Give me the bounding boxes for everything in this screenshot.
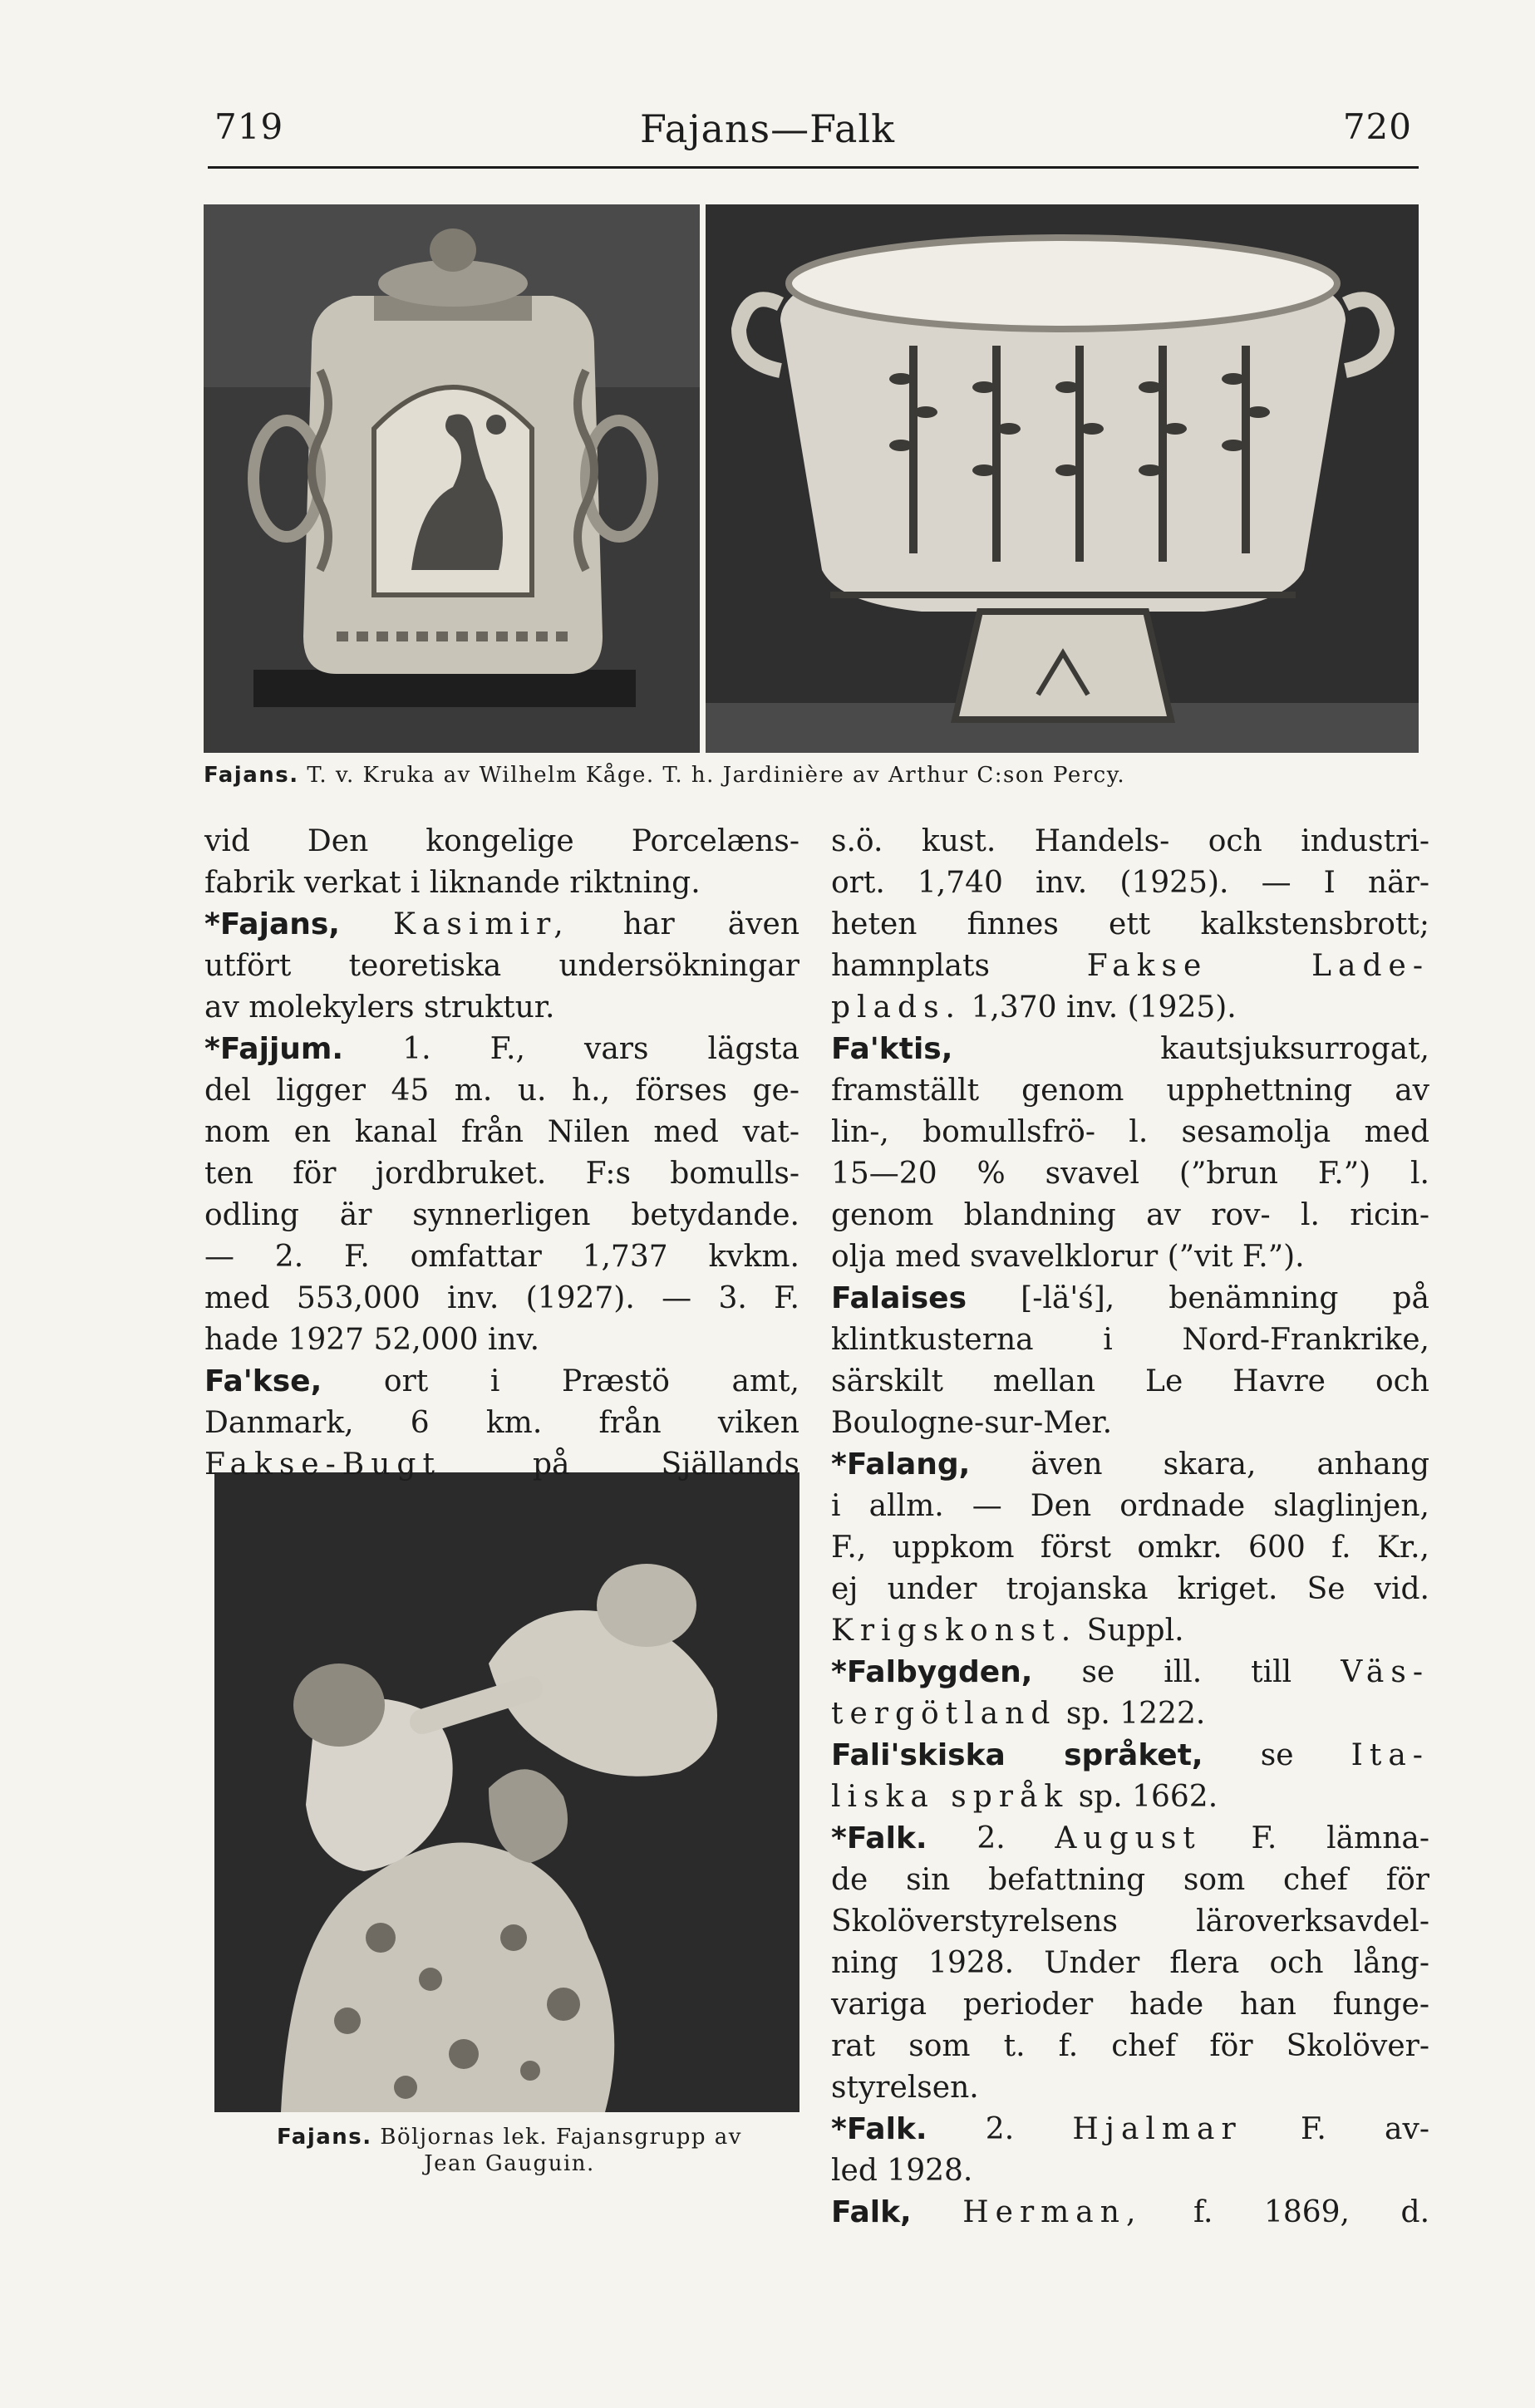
text-line: [831, 1319, 1429, 1361]
spaced-name: tergötland: [831, 1697, 1057, 1731]
text-line: [831, 1984, 1429, 2026]
text-line: [204, 1444, 799, 1486]
line-text: sp. 1222.: [1065, 1697, 1206, 1731]
line-text: ort. 1,740 inv. (1925). — I när-: [831, 866, 1429, 900]
line-text: de sin befattning som chef för: [831, 1863, 1429, 1897]
line-text: ning 1928. Under flera och lång-: [831, 1946, 1429, 1980]
text-line: [204, 904, 799, 946]
line-text: olja med svavelklorur (”vit F.”).: [831, 1240, 1305, 1274]
text-line: [831, 2150, 1429, 2192]
line-text: 2.: [977, 1821, 1006, 1855]
line-text: f. 1869, d.: [1193, 2195, 1430, 2229]
text-line: [831, 1403, 1429, 1444]
text-line: [831, 1444, 1429, 1486]
text-line: [204, 1236, 799, 1278]
line-text: F. av-: [1300, 2112, 1429, 2146]
line-text: på Själlands: [532, 1447, 799, 1482]
header-rule: [208, 166, 1419, 169]
caption-label: Fajans.: [277, 2125, 372, 2150]
jar-illustration: [204, 204, 700, 753]
spaced-name: Krigskonst.: [831, 1614, 1078, 1648]
text-line: [204, 821, 799, 862]
text-line: [831, 2192, 1429, 2234]
line-text: lin-, bomullsfrö- l. sesamolja med: [831, 1115, 1429, 1149]
text-line: [831, 862, 1429, 904]
line-text: led 1928.: [831, 2154, 973, 2188]
text-line: [204, 1029, 799, 1070]
text-line: [831, 946, 1429, 987]
text-line: [831, 987, 1429, 1029]
line-text: sp. 1662.: [1078, 1780, 1218, 1814]
caption-line-2: Jean Gauguin.: [424, 2151, 595, 2176]
jardiniere-photo: [706, 204, 1419, 753]
text-line: [831, 1610, 1429, 1652]
line-text: se: [1260, 1738, 1294, 1772]
text-line: [204, 1112, 799, 1153]
page-number-right: 720: [1342, 106, 1412, 147]
line-text: hade 1927 52,000 inv.: [204, 1323, 540, 1357]
line-text: hamnplats: [831, 949, 990, 983]
line-text: vid Den kongelige Porcelæns-: [204, 824, 799, 858]
text-line: [831, 1486, 1429, 1527]
page-number-left: 719: [214, 106, 284, 147]
line-text: [-lä'ś], benämning på: [1021, 1281, 1429, 1315]
line-text: ort i Præstö amt,: [383, 1364, 799, 1398]
line-text: ten för jordbruket. F:s bomulls-: [204, 1157, 799, 1191]
spaced-name: Ita-: [1351, 1738, 1429, 1772]
text-line: [831, 1029, 1429, 1070]
line-text: kautsjuksurrogat,: [1160, 1032, 1429, 1066]
line-text: genom blandning av rov- l. ricin-: [831, 1198, 1429, 1232]
line-text: även skara, anhang: [1031, 1447, 1429, 1482]
text-line: [204, 1361, 799, 1403]
text-line: [831, 2109, 1429, 2150]
headword: *Falbygden,: [831, 1655, 1033, 1689]
text-line: [831, 1693, 1429, 1735]
spaced-name: Fakse-Bugt: [204, 1447, 441, 1482]
line-text: se ill. till: [1081, 1655, 1292, 1689]
headword: Fali'skiska språket,: [831, 1738, 1203, 1772]
text-line: [204, 1278, 799, 1319]
left-text-column: [204, 821, 799, 1486]
line-text: ej under trojanska kriget. Se vid.: [831, 1572, 1429, 1606]
spaced-name: liska språk: [831, 1780, 1070, 1814]
text-line: [831, 1195, 1429, 1236]
line-text: odling är synnerligen betydande.: [204, 1198, 799, 1232]
text-line: [831, 1860, 1429, 1901]
text-line: [831, 1361, 1429, 1403]
headword: *Falang,: [831, 1447, 971, 1482]
line-text: i allm. — Den ordnade slaglinjen,: [831, 1489, 1429, 1523]
line-text: klintkusterna i Nord-Frankrike,: [831, 1323, 1429, 1357]
headword: *Falk.: [831, 2112, 927, 2146]
spaced-name: Hjalmar: [1072, 2112, 1242, 2146]
headword: Fa'ktis,: [831, 1032, 953, 1066]
text-line: [831, 1278, 1429, 1319]
spaced-name: Herman,: [962, 2195, 1143, 2229]
text-line: [831, 1236, 1429, 1278]
line-text: heten finnes ett kalkstensbrott;: [831, 907, 1429, 941]
top-figure-caption: [204, 763, 1125, 788]
caption-line-1: Böljornas lek. Fajansgrupp av: [380, 2125, 742, 2150]
line-text: Suppl.: [1086, 1614, 1184, 1648]
line-text: del ligger 45 m. u. h., förses ge-: [204, 1074, 799, 1108]
line-text: styrelsen.: [831, 2071, 979, 2105]
text-line: [831, 1153, 1429, 1195]
line-text: Boulogne-sur-Mer.: [831, 1406, 1113, 1440]
text-line: [831, 1735, 1429, 1777]
text-line: [204, 946, 799, 987]
spaced-name: Väs-: [1341, 1655, 1429, 1689]
line-text: — 2. F. omfattar 1,737 kvkm.: [204, 1240, 799, 1274]
headword: *Falk.: [831, 1821, 927, 1855]
line-text: 15—20 % svavel (”brun F.”) l.: [831, 1157, 1429, 1191]
line-text: F., uppkom först omkr. 600 f. Kr.,: [831, 1531, 1429, 1565]
text-line: [831, 904, 1429, 946]
line-text: 1. F., vars lägsta: [402, 1032, 799, 1066]
headword: *Fajans,: [204, 907, 340, 941]
line-text: fabrik verkat i liknande riktning.: [204, 866, 701, 900]
line-text: 2.: [985, 2112, 1015, 2146]
text-line: [831, 1818, 1429, 1860]
line-text: utfört teoretiska undersökningar: [204, 949, 799, 983]
text-line: [831, 1569, 1429, 1610]
text-line: [831, 821, 1429, 862]
headword: Fa'kse,: [204, 1364, 322, 1398]
text-line: [204, 1195, 799, 1236]
running-head: Fajans—Falk: [640, 106, 895, 151]
sculpture-illustration: [214, 1472, 799, 2112]
text-line: [831, 1112, 1429, 1153]
caption-text: T. v. Kruka av Wilhelm Kåge. T. h. Jardinière av Arthur C:son Percy.: [307, 763, 1126, 788]
line-text: variga perioder hade han funge-: [831, 1988, 1429, 2022]
text-line: [204, 1403, 799, 1444]
text-line: [831, 1070, 1429, 1112]
text-line: [204, 987, 799, 1029]
text-line: [831, 2067, 1429, 2109]
line-text: Skolöverstyrelsens läroverksavdel-: [831, 1904, 1429, 1939]
text-line: [831, 1652, 1429, 1693]
line-text: särskilt mellan Le Havre och: [831, 1364, 1429, 1398]
text-line: [831, 1777, 1429, 1818]
line-text: nom en kanal från Nilen med vat-: [204, 1115, 799, 1149]
text-line: [204, 1070, 799, 1112]
text-line: [831, 1901, 1429, 1943]
line-text: har även: [622, 907, 799, 941]
text-line: [831, 2026, 1429, 2067]
text-line: [204, 1319, 799, 1361]
spaced-name: plads.: [831, 990, 962, 1025]
jardiniere-illustration: [706, 204, 1419, 753]
spaced-name: Kasimir,: [393, 907, 570, 941]
headword: *Fajjum.: [204, 1032, 344, 1066]
line-text: med 553,000 inv. (1927). — 3. F.: [204, 1281, 799, 1315]
text-line: [204, 1153, 799, 1195]
text-line: [831, 1943, 1429, 1984]
line-text: av molekylers struktur.: [204, 990, 555, 1025]
bottom-figure-caption: [212, 2124, 807, 2177]
text-line: [204, 862, 799, 904]
spaced-name: August: [1055, 1821, 1202, 1855]
spaced-name: Fakse Lade-: [1086, 949, 1429, 983]
line-text: framställt genom upphettning av: [831, 1074, 1429, 1108]
line-text: Danmark, 6 km. från viken: [204, 1406, 799, 1440]
caption-label: Fajans.: [204, 763, 299, 788]
line-text: F. lämna-: [1251, 1821, 1430, 1855]
text-line: [831, 1527, 1429, 1569]
line-text: rat som t. f. chef för Skolöver-: [831, 2029, 1429, 2063]
line-text: s.ö. kust. Handels- och industri-: [831, 824, 1429, 858]
right-text-column: [831, 821, 1429, 2234]
headword: Falaises: [831, 1281, 967, 1315]
headword: Falk,: [831, 2195, 912, 2229]
line-text: 1,370 inv. (1925).: [971, 990, 1237, 1025]
jar-photo: [204, 204, 700, 753]
sculpture-group-photo: [214, 1472, 799, 2112]
